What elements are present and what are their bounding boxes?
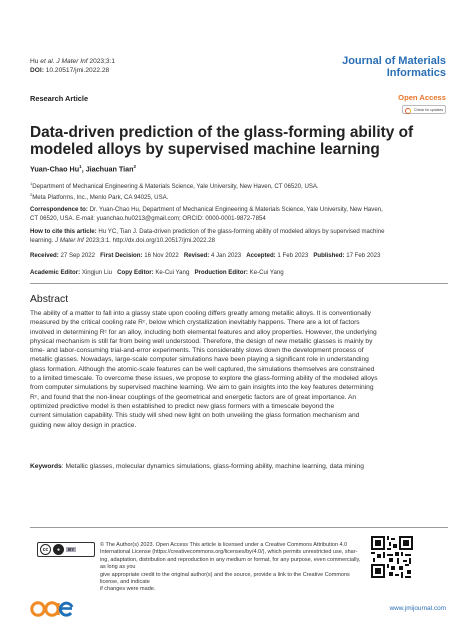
affiliation-1: $^1$Department of Mechanical Engineering & Materials Science, Yale University, New Haven, CT 06520, USA.: [30, 181, 319, 191]
journal-website-link[interactable]: www.jmijournal.com: [389, 605, 446, 612]
license-statement: © The Author(s) 2023. Open Access This article is licensed under a Creative Commons Attribution 4.0 International License (https://creativecommons.org/licenses/by/4.0/), which permits unrestricted use, shar- ing, adaptation, distribution and reproduction in any medium or format, for any purpose, even commercially, as long as you give appropriate credit to the original author(s) and the source, provide a link to the Creative Commons license, and indicate if changes were made.: [100, 542, 361, 593]
article-title: Data-driven prediction of the glass-forming ability of modeled alloys by supervised machine learning: [30, 124, 414, 159]
affiliations: [30, 180, 319, 203]
abstract-heading: Abstract: [30, 294, 69, 305]
divider-bottom: [30, 527, 448, 528]
oae-publisher-logo[interactable]: [30, 596, 74, 620]
article-dates: Received: 27 Sep 2022 First Decision: 16 Nov 2022 Revised: 4 Jan 2023 Accepted: 1 Feb 2023 Published: 17 Feb 2023: [30, 252, 381, 259]
affiliation-2: $^2$Meta Platforms, Inc., Menlo Park, CA 94025, USA.: [30, 192, 169, 202]
license-link[interactable]: International License (https://creativecommons.org/licenses/by/4.0/), which permits unrestricted use, shar-: [100, 549, 358, 556]
cite-doi-link[interactable]: 2023;3:1. http://dx.doi.org/10.20517/jmi.2022.28: [83, 236, 215, 244]
check-updates-button[interactable]: Check for updates: [402, 105, 446, 114]
qr-code-icon[interactable]: [371, 536, 413, 578]
cc-by-license-badge[interactable]: [37, 542, 95, 557]
citation-line: Hu et al. J Mater Inf 2023;3:1: [30, 58, 116, 65]
article-type: Research Article: [30, 94, 89, 103]
how-to-cite: How to cite this article: Hu YC, Tian J. Data-driven prediction of the glass-forming ability of modeled alloys by supervised machine learning. J Mater Inf 2023;3:1. http://dx.doi.org/10.20517/jmi.2022.28: [30, 228, 385, 244]
article-editors: Academic Editor: Xingjun Liu Copy Editor: Ke-Cui Yang Production Editor: Ke-Cui Yang: [30, 269, 284, 276]
check-updates-icon: [405, 108, 411, 114]
citation-header: [30, 58, 115, 75]
author-list: Yuan-Chao Hu$^1$, Jiachuan Tian$^2$: [30, 164, 137, 174]
author-tian[interactable]: Jiachuan Tian: [85, 164, 134, 174]
correspondence-contact[interactable]: CT 06520, USA. E-mail: yuanchao.hu0213@gmail.com; ORCID: 0000-0001-9872-7854: [30, 214, 266, 222]
by-label: BY: [68, 547, 75, 552]
open-access-label: Open Access: [398, 93, 446, 102]
abstract-body: The ability of a matter to fall into a glassy state upon cooling differs greatly among metallic alloys. It is conventionally measured by the critical cooling rate Rᶜ, below which crystallization inevitably happens. There are a lot of factors involved in determining Rᶜ for an alloy, including both elemental features and alloy properties. However, the underlying physical mechanism is still far from being well understood. Therefore, the design of new metallic glasses is mainly by time- and labor-consuming trial-and-error experiments. This considerably slows down the development process of metallic glasses. Nowadays, large-scale computer simulations have been playing a significant role in understanding glass formation. Although the atomic-scale features can be well captured, the simulations themselves are constrained to a limited timescale. To overcome these issues, we propose to explore the glass-forming ability of the modeled alloys from computer simulations by supervised machine learning. We aim to gain insights into the key features determining Rᶜ, and found that the non-linear couplings of the geometrical and energetic factors are of great importance. An optimized predictive model is then established to predict new glass formers with a timescale beyond the current simulation capability. This study will shed new light on both unveiling the glass formation mechanism and guiding new alloy design in practice.: [30, 310, 378, 429]
divider-top: [30, 283, 448, 284]
doi-link[interactable]: 10.20517/jmi.2022.28: [45, 66, 110, 74]
author-hu[interactable]: Yuan-Chao Hu: [30, 164, 80, 174]
journal-name: Journal of Materials Informatics: [342, 55, 446, 79]
keywords: Keywords: Metallic glasses, molecular dynamics simulations, glass-forming ability, machine learning, data mining: [30, 463, 364, 470]
doi-line: DOI: 10.20517/jmi.2022.28: [30, 66, 110, 74]
attribution-person-icon: ●: [53, 544, 64, 555]
creative-commons-icon: cc: [40, 544, 51, 555]
correspondence: Correspondence to: Dr. Yuan-Chao Hu, Department of Mechanical Engineering & Materials Science, Yale University, New Haven, CT 06520, USA. E-mail: yuanchao.hu0213@gmail.com; ORCID: 0000-0001-9872-7854: [30, 206, 448, 223]
